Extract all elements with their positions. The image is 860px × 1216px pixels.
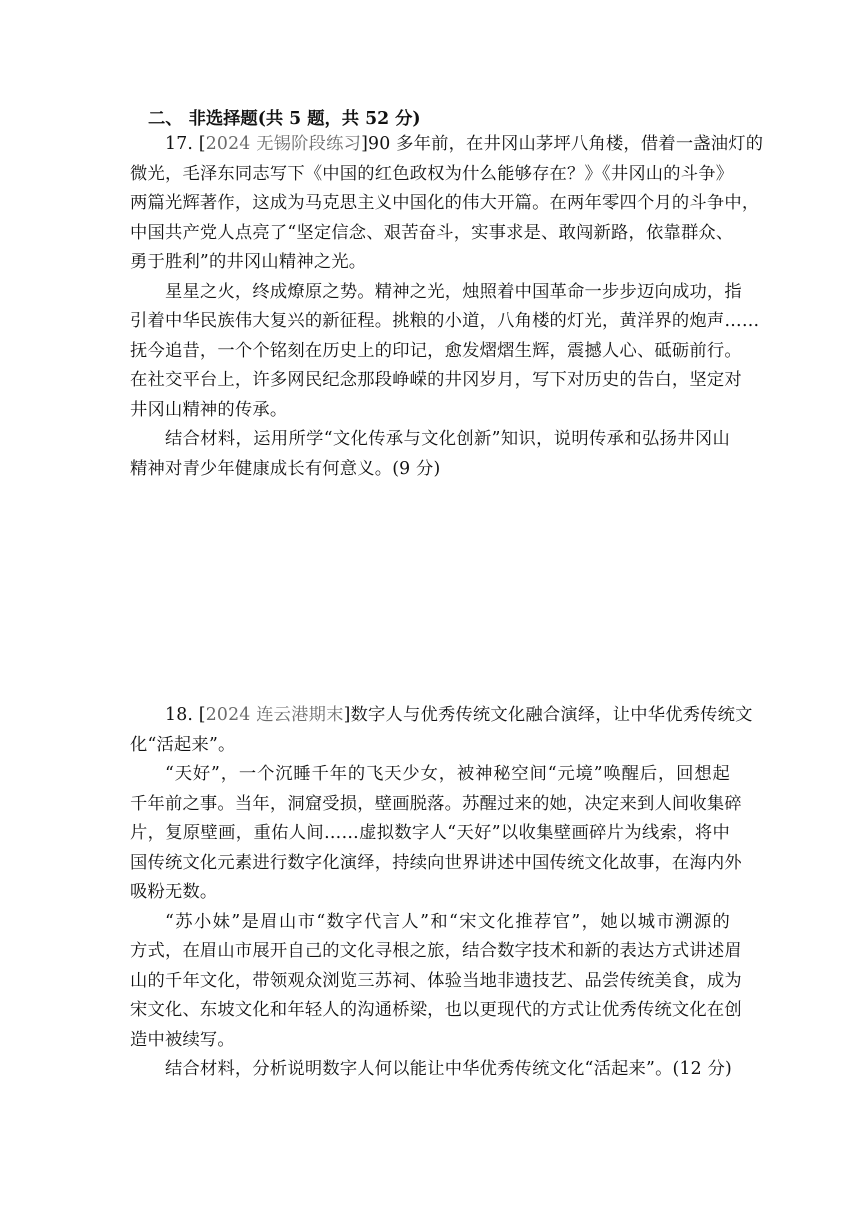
paragraph-line: 引着中华民族伟大复兴的新征程。挑粮的小道，八角楼的灯光，黄洋界的炮声…… xyxy=(130,311,760,331)
paragraph-line: “天好”，一个沉睡千年的飞天少女，被神秘空间“元境”唤醒后，回想起 xyxy=(165,764,730,784)
paragraph-line: 宋文化、东坡文化和年轻人的沟通桥梁，也以更现代的方式让优秀传统文化在创 xyxy=(130,1000,742,1020)
paragraph-line: 化“活起来”。 xyxy=(130,734,236,755)
paragraph-line: 两篇光辉著作，这成为马克思主义中国化的伟大开篇。在两年零四个月的斗争中， xyxy=(130,193,760,213)
question-17 xyxy=(130,130,764,484)
paragraph-line: 国传统文化元素进行数字化演绎，持续向世界讲述中国传统文化故事，在海内外 xyxy=(130,852,742,873)
paragraph-line: 中国共产党人点亮了“坚定信念、艰苦奋斗，实事求是、敢闯新路，依靠群众、 xyxy=(130,222,734,243)
paragraph-line: 千年前之事。当年，洞窟受损，壁画脱落。苏醒过来的她，决定来到人间收集碎 xyxy=(130,793,742,814)
question-source: 2024 连云港期末 xyxy=(205,705,344,725)
paragraph-line: 17. [2024 无锡阶段练习]90 多年前，在井冈山茅坪八角楼，借着一盏油灯的 xyxy=(165,134,764,154)
paragraph-line: 吸粉无数。 xyxy=(130,882,218,902)
question-number: 17. [ xyxy=(165,134,206,154)
paragraph-line: 在社交平台上，许多网民纪念那段峥嵘的井冈岁月，写下对历史的告白，坚定对 xyxy=(130,370,742,390)
paragraph-line: 精神对青少年健康成长有何意义。(9 分) xyxy=(130,458,441,479)
paragraph-line: 结合材料，运用所学“文化传承与文化创新”知识，说明传承和弘扬井冈山 xyxy=(165,429,730,449)
paragraph-line: 星星之火，终成燎原之势。精神之光，烛照着中国革命一步步迈向成功，指 xyxy=(165,281,742,302)
paragraph-line: 井冈山精神的传承。 xyxy=(130,399,288,420)
paragraph-line: 造中被续写。 xyxy=(130,1029,235,1050)
section-heading: 二、 非选择题(共 5 题，共 52 分) xyxy=(148,109,421,129)
paragraph-line: 片，复原壁画，重佑人间……虚拟数字人“天好”以收集壁画碎片为线索，将中 xyxy=(130,823,730,843)
paragraph-line: 微光，毛泽东同志写下《中国的红色政权为什么能够存在？》《井冈山的斗争》 xyxy=(130,163,734,184)
paragraph-line: 方式，在眉山市展开自己的文化寻根之旅，结合数字技术和新的表达方式讲述眉 xyxy=(130,941,742,961)
question-source: 2024 无锡阶段练习 xyxy=(205,134,362,154)
paragraph-line: 抚今追昔，一个个铭刻在历史上的印记，愈发熠熠生辉，震撼人心、砥砺前行。 xyxy=(130,340,742,361)
question-18 xyxy=(130,701,753,1085)
paragraph-line: 结合材料，分析说明数字人何以能让中华优秀传统文化“活起来”。(12 分) xyxy=(165,1059,732,1079)
paragraph-line: 18. [2024 连云港期末]数字人与优秀传统文化融合演绎，让中华优秀传统文 xyxy=(165,705,753,725)
paragraph-line: 山的千年文化，带领观众浏览三苏祠、体验当地非遗技艺、品尝传统美食，成为 xyxy=(130,970,742,991)
question-number: 18. [ xyxy=(165,705,206,725)
paragraph-line: 勇于胜利”的井冈山精神之光。 xyxy=(130,252,367,272)
paragraph-line: “苏小妹”是眉山市“数字代言人”和“宋文化推荐官”，她以城市溯源的 xyxy=(165,911,730,932)
